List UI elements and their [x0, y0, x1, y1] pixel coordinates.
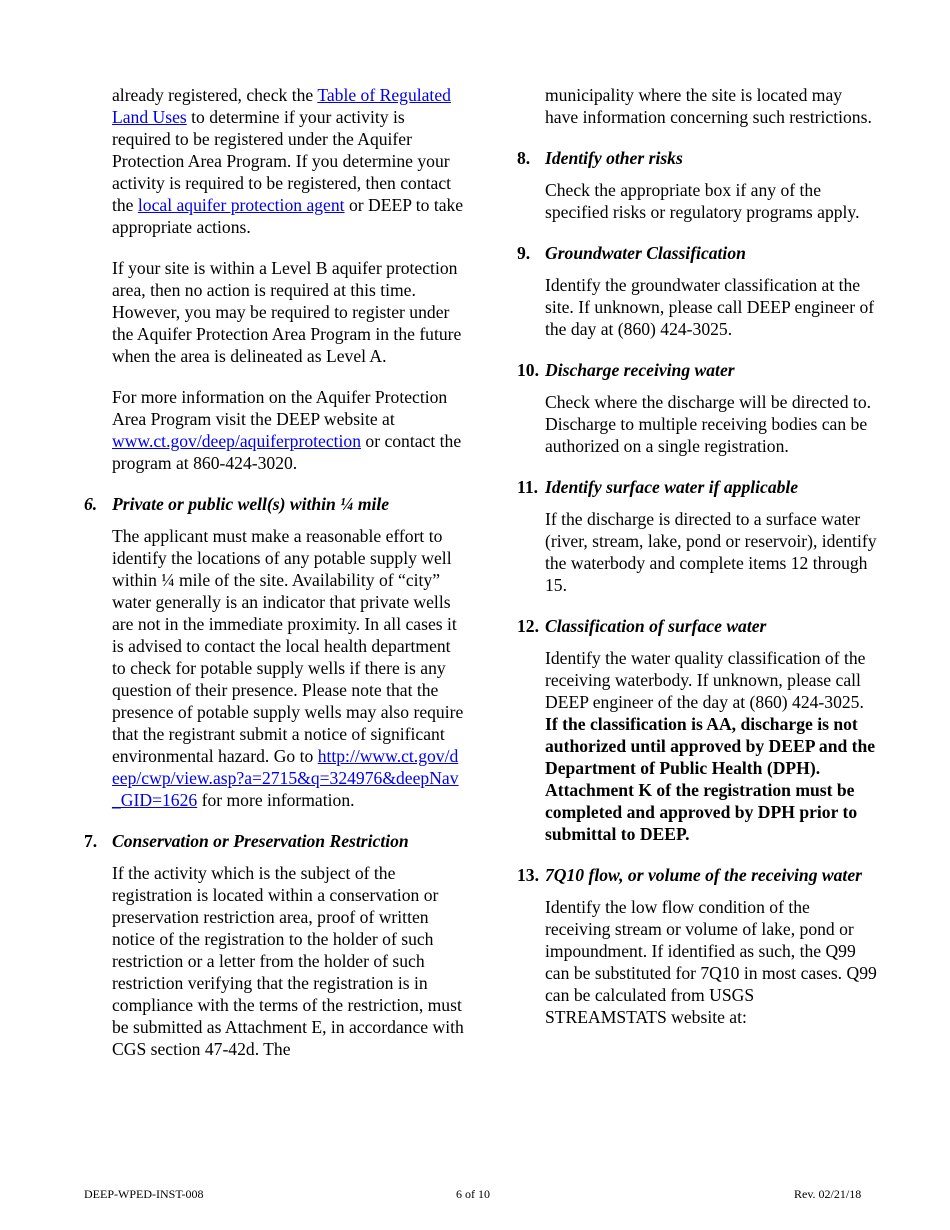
- item-number: 10.: [517, 360, 539, 380]
- item-7-body: If the activity which is the subject of the registration is located within a conservation or preservation restriction area, proof of written notice of the registration to the holder of such restriction or a letter from the holder of such restriction verifying that the registration is in compliance with the terms of the restriction, must be submitted as Attachment E, in accordance with CGS section 47-42d. The: [112, 863, 464, 1059]
- item-title: Conservation or Preservation Restriction: [112, 831, 409, 851]
- footer-page-number: 6 of 10: [456, 1187, 490, 1201]
- right-column: [517, 84, 877, 1047]
- item-13-body: Identify the low flow condition of the receiving stream or volume of lake, pond or impoundment. If identified as such, the Q99 can be substituted for 7Q10 in most cases. Q99 can be calculated from USGS STREAMSTATS website at:: [545, 897, 877, 1027]
- item-11: [517, 476, 877, 596]
- item-title: Discharge receiving water: [545, 360, 735, 380]
- item-10: [517, 359, 877, 457]
- item-11-heading: [517, 476, 877, 498]
- aquifer-paragraph-2: If your site is within a Level B aquifer protection area, then no action is required at this time. However, you may be required to register under the Aquifer Protection Area Program in the future when the area is delineated as Level A.: [112, 258, 462, 366]
- footer-revision: Rev. 02/21/18: [794, 1187, 862, 1201]
- item-12-body: Identify the water quality classification of the receiving waterbody. If unknown, please call DEEP engineer of the day at (860) 424-3025. If the classification is AA, discharge is not authorized until approved by DEEP and the Department of Public Health (DPH). Attachment K of the registration must be completed and approved by DPH prior to submittal to DEEP.: [545, 648, 876, 844]
- aquifer-protection-website-link[interactable]: www.ct.gov/deep/aquiferprotection: [112, 431, 361, 451]
- well-info-link[interactable]: http://www.ct.gov/deep/cwp/view.asp?a=2715&q=324976&deepNav_GID=1626: [112, 746, 459, 810]
- item-9-body: Identify the groundwater classification at the site. If unknown, please call DEEP engineer of the day at (860) 424-3025.: [545, 275, 875, 339]
- aquifer-paragraph-3: For more information on the Aquifer Protection Area Program visit the DEEP website at www.ct.gov/deep/aquiferprotection or contact the program at 860-424-3020.: [112, 387, 462, 473]
- item-number: 8.: [517, 148, 531, 168]
- item-number: 7.: [84, 831, 98, 851]
- item-8-heading: [517, 147, 877, 169]
- item-10-body: Check where the discharge will be directed to. Discharge to multiple receiving bodies can be authorized on a single registration.: [545, 392, 872, 456]
- item-11-body: If the discharge is directed to a surface water (river, stream, lake, pond or reservoir), identify the waterbody and complete items 12 through 15.: [545, 509, 877, 595]
- left-column: [84, 84, 464, 1079]
- item-title: 7Q10 flow, or volume of the receiving water: [545, 865, 862, 885]
- item-number: 6.: [84, 494, 98, 514]
- item-number: 11.: [517, 477, 539, 497]
- table-of-regulated-land-uses-link[interactable]: Table of Regulated Land Uses: [112, 85, 451, 127]
- item-title: Private or public well(s) within ¼ mile: [112, 494, 390, 514]
- item-title: Identify other risks: [545, 148, 683, 168]
- item-title: Groundwater Classification: [545, 243, 746, 263]
- item-8: [517, 147, 877, 223]
- item-6-heading: [84, 493, 464, 515]
- item-12-heading: [517, 615, 877, 637]
- item-number: 12.: [517, 616, 539, 636]
- aquifer-paragraph-1: already registered, check the Table of Regulated Land Uses to determine if your activity is required to be registered under the Aquifer Protection Area Program. If you determine your activity is required to be registered, then contact the local aquifer protection agent or DEEP to take appropriate actions.: [112, 85, 464, 237]
- item-8-body: Check the appropriate box if any of the specified risks or regulatory programs apply.: [545, 180, 860, 222]
- item-9-heading: [517, 242, 877, 264]
- item-9: [517, 242, 877, 340]
- item-6-body: The applicant must make a reasonable effort to identify the locations of any potable supply well within ¼ mile of the site. Availability of “city” water generally is an indicator that private wells are not in the immediate proximity. In all cases it is advised to contact the local health department to check for potable supply wells if there is any question of their presence. Please note that the presence of potable supply wells may also require that the registrant submit a notice of significant environmental hazard. Go to http://www.ct.gov/deep/cwp/view.asp?a=2715&q=324976&deepNav_GID=1626 for more information.: [112, 526, 464, 810]
- item-7-continuation: municipality where the site is located may have information concerning such restrictions.: [545, 85, 872, 127]
- item-12: [517, 615, 877, 845]
- item-number: 13.: [517, 865, 539, 885]
- item-7-heading: [84, 830, 464, 852]
- aa-classification-warning: If the classification is AA, discharge is not authorized until approved by DEEP and the Department of Public Health (DPH). Attachment K of the registration must be completed and approved by DPH prior to submittal to DEEP.: [545, 714, 876, 844]
- item-10-heading: [517, 359, 877, 381]
- item-number: 9.: [517, 243, 531, 263]
- item-7: [84, 830, 464, 1060]
- item-title: Identify surface water if applicable: [545, 477, 799, 497]
- item-6: [84, 493, 464, 811]
- item-13: [517, 864, 877, 1028]
- footer-doc-id: DEEP-WPED-INST-008: [84, 1187, 204, 1201]
- item-title: Classification of surface water: [545, 616, 767, 636]
- item-13-heading: [517, 864, 877, 886]
- local-aquifer-agent-link[interactable]: local aquifer protection agent: [137, 195, 345, 215]
